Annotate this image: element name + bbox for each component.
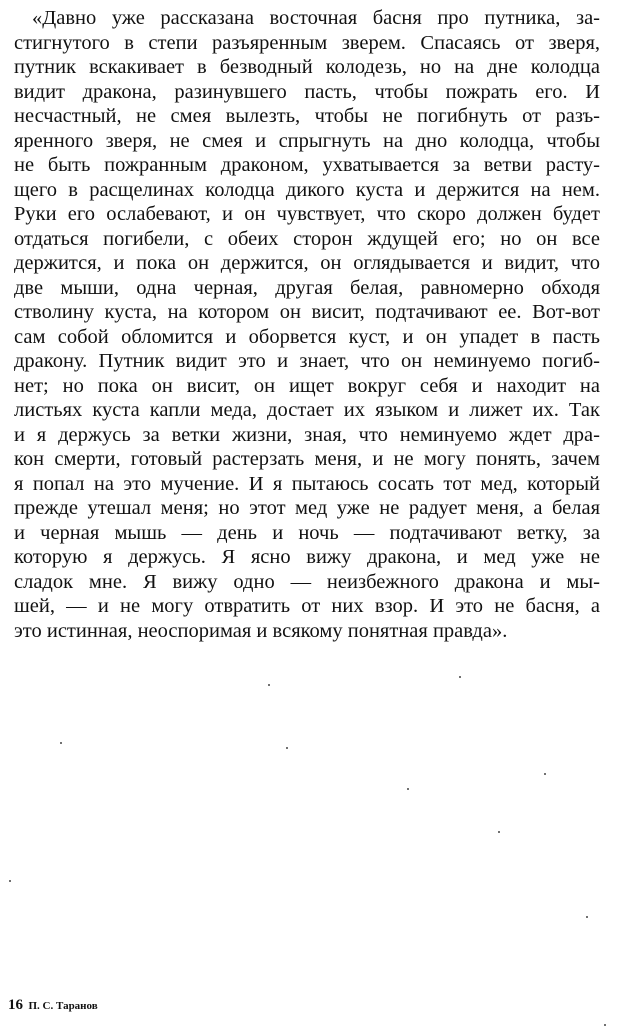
- text-line: кон смерти, готовый растерзать меня, и не могу понять, зачем: [14, 448, 600, 470]
- scan-speck: [60, 742, 62, 744]
- text-line: и я держусь за ветки жизни, зная, что неминуемо ждет дра-: [14, 423, 600, 446]
- scan-speck: [9, 880, 11, 882]
- body-text: [14, 6, 600, 643]
- text-line: яренного зверя, не смея и спрыгнуть на дно колодца, чтобы: [14, 129, 600, 152]
- text-line: стигнутого в степи разъяренным зверем. Спасаясь от зверя,: [14, 31, 600, 54]
- text-line: отдаться погибели, с обеих сторон ждущей его; но он все: [14, 227, 600, 250]
- text-line: путник вскакивает в безводный колодезь, но на дне колодца: [14, 56, 600, 78]
- text-line: это истинная, неоспоримая и всякому понятная правда».: [14, 619, 508, 642]
- text-line: которую я держусь. Я ясно вижу дракона, и мед уже не: [14, 546, 600, 568]
- running-footer-author: П. С. Таранов: [28, 1000, 98, 1012]
- text-line: не быть пожранным драконом, ухватывается за ветви расту-: [14, 154, 600, 176]
- text-line: держится, и пока он держится, он оглядывается и видит, что: [14, 252, 600, 274]
- text-line: сам собой обломится и оборвется куст, и он упадет в пасть: [14, 325, 600, 348]
- text-line: шей, — и не могу отвратить от них взор. И это не басня, а: [14, 595, 600, 617]
- scan-speck: [604, 1024, 606, 1026]
- text-line: и черная мышь — день и ночь — подтачивают ветку, за: [14, 521, 600, 544]
- scan-speck: [286, 747, 288, 749]
- text-line: сладок мне. Я вижу одно — неизбежного дракона и мы-: [14, 570, 600, 593]
- text-line: несчастный, не смея вылезть, чтобы не погибнуть от разъ-: [14, 105, 600, 127]
- text-line: прежде утешал меня; но этот мед уже не радует меня, а белая: [14, 497, 600, 519]
- scan-speck: [498, 831, 500, 833]
- text-line: видит дракона, разинувшего пасть, чтобы пожрать его. И: [14, 80, 600, 103]
- text-line: я попал на это мучение. И я пытаюсь сосать тот мед, который: [14, 472, 600, 495]
- text-line: нет; но пока он висит, он ищет вокруг себя и находит на: [14, 374, 600, 397]
- text-line: Руки его ослабевают, и он чувствует, что скоро должен будет: [14, 203, 600, 225]
- scan-speck: [459, 676, 461, 678]
- text-line: дракону. Путник видит это и знает, что он неминуемо погиб-: [14, 350, 600, 372]
- text-line: листьях куста капли меда, достает их языком и лижет их. Так: [14, 399, 600, 421]
- scan-speck: [544, 773, 546, 775]
- text-line: «Давно уже рассказана восточная басня про путника, за-: [32, 7, 600, 29]
- text-line: щего в расщелинах колодца дикого куста и держится на нем.: [14, 178, 600, 201]
- scan-speck: [586, 916, 588, 918]
- page-number: 16: [8, 997, 23, 1013]
- scan-speck: [407, 788, 409, 790]
- page-footer: [8, 996, 98, 1015]
- text-line: стволину куста, на котором он висит, подтачивают ее. Вот-вот: [14, 301, 600, 323]
- scan-speck: [268, 684, 270, 686]
- text-line: две мыши, одна черная, другая белая, равномерно обходя: [14, 276, 600, 299]
